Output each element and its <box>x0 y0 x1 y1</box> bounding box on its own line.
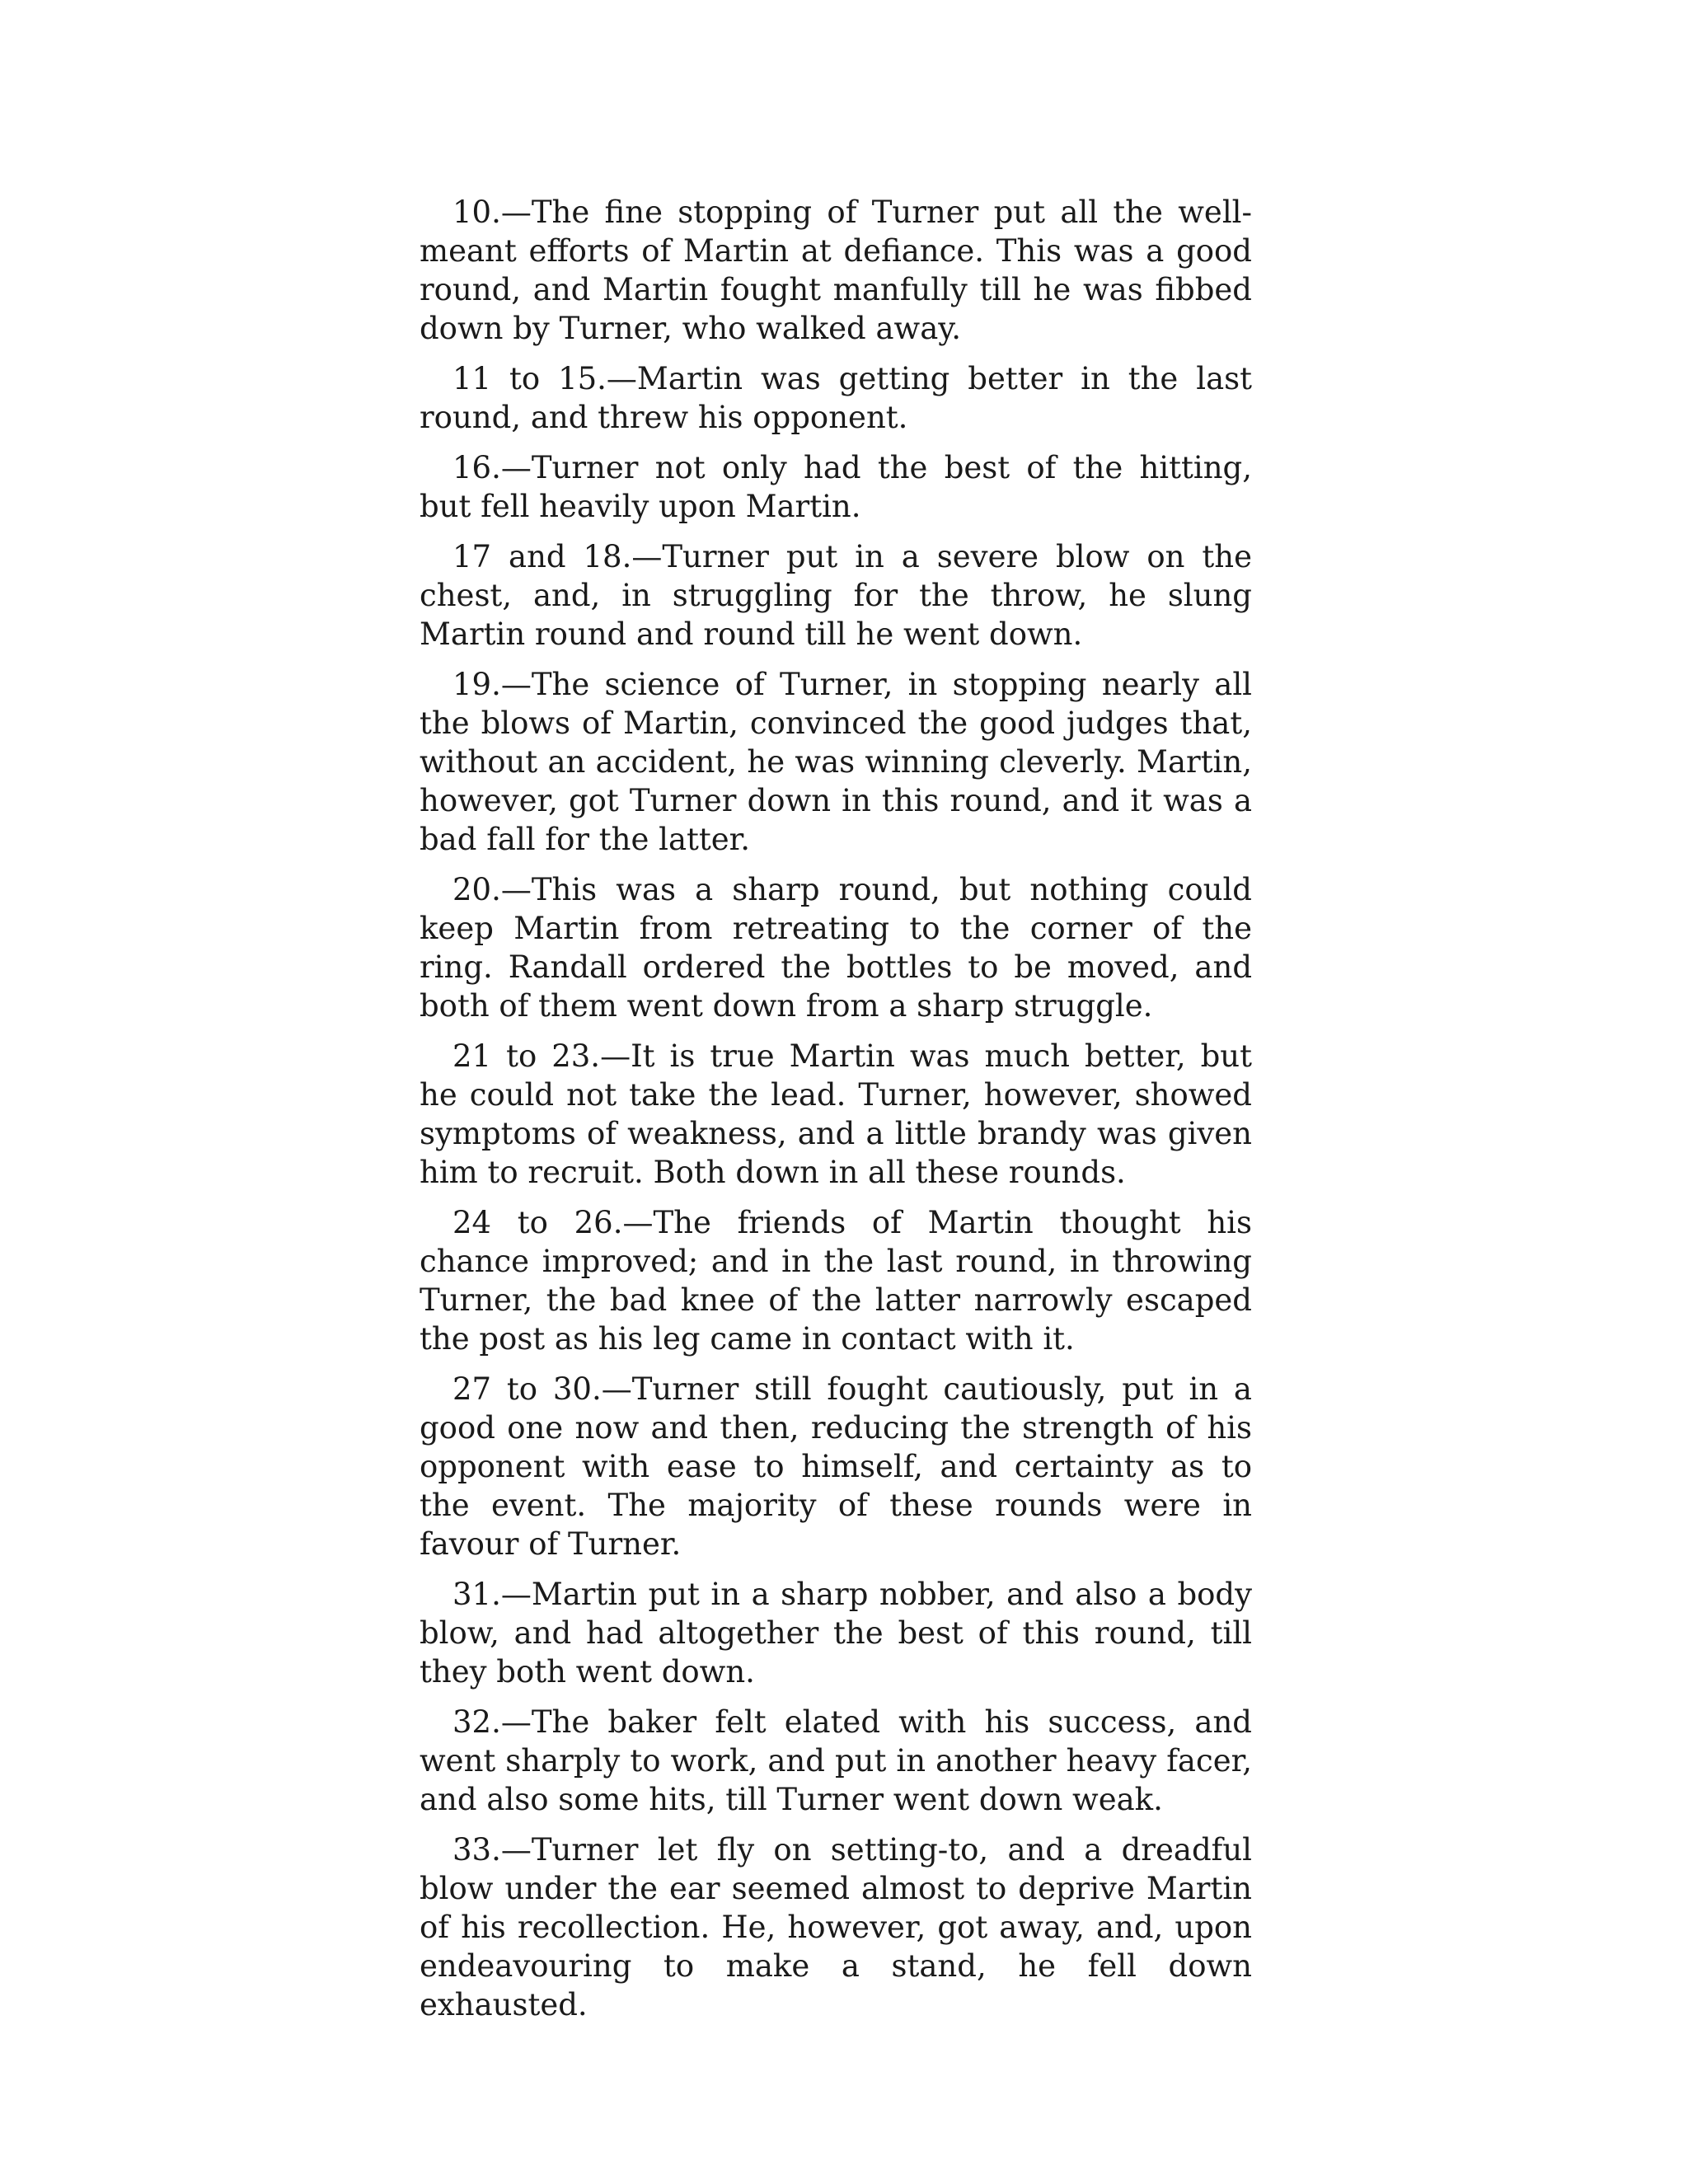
paragraph-rounds-27-30: 27 to 30.—Turner still fought cautiously, put in a good one now and then, reducing the strength of his opponent with ease to himself, and certainty as to the event. The majority of these rounds were in favour of Turner. <box>420 1371 1252 1562</box>
paragraph-round-31: 31.—Martin put in a sharp nobber, and also a body blow, and had altogether the best of this round, till they both went down. <box>420 1577 1252 1690</box>
text-column <box>420 193 1252 2036</box>
paragraph-rounds-11-15: 11 to 15.—Martin was getting better in the last round, and threw his opponent. <box>420 361 1252 435</box>
paragraph-rounds-24-26: 24 to 26.—The friends of Martin thought his chance improved; and in the last round, in throwing Turner, the bad knee of the latter narrowly escaped the post as his leg came in contact with it. <box>420 1205 1252 1357</box>
paragraph-round-20: 20.—This was a sharp round, but nothing could keep Martin from retreating to the corner of the ring. Randall ordered the bottles to be moved, and both of them went down from a sharp struggle. <box>420 872 1252 1024</box>
paragraph-rounds-21-23: 21 to 23.—It is true Martin was much better, but he could not take the lead. Turner, however, showed symptoms of weakness, and a little brandy was given him to recruit. Both down in all these rounds. <box>420 1038 1252 1190</box>
paragraph-round-32: 32.—The baker felt elated with his success, and went sharply to work, and put in another heavy facer, and also some hits, till Turner went down weak. <box>420 1704 1252 1817</box>
paragraph-round-33: 33.—Turner let fly on setting-to, and a dreadful blow under the ear seemed almost to deprive Martin of his recollection. He, however, got away, and, upon endeavouring to make a stand, he fell down exhausted. <box>420 1832 1252 2022</box>
paragraph-round-19: 19.—The science of Turner, in stopping nearly all the blows of Martin, convinced the good judges that, without an accident, he was winning cleverly. Martin, however, got Turner down in this round, and it was a bad fall for the latter. <box>420 667 1252 857</box>
paragraph-round-10: 10.—The fine stopping of Turner put all the well-meant efforts of Martin at defiance. This was a good round, and Martin fought manfully till he was fibbed down by Turner, who walked away. <box>420 194 1252 346</box>
paragraph-round-16: 16.—Turner not only had the best of the hitting, but fell heavily upon Martin. <box>420 450 1252 524</box>
paragraph-rounds-17-18: 17 and 18.—Turner put in a severe blow on the chest, and, in struggling for the throw, he slung Martin round and round till he went down. <box>420 539 1252 652</box>
